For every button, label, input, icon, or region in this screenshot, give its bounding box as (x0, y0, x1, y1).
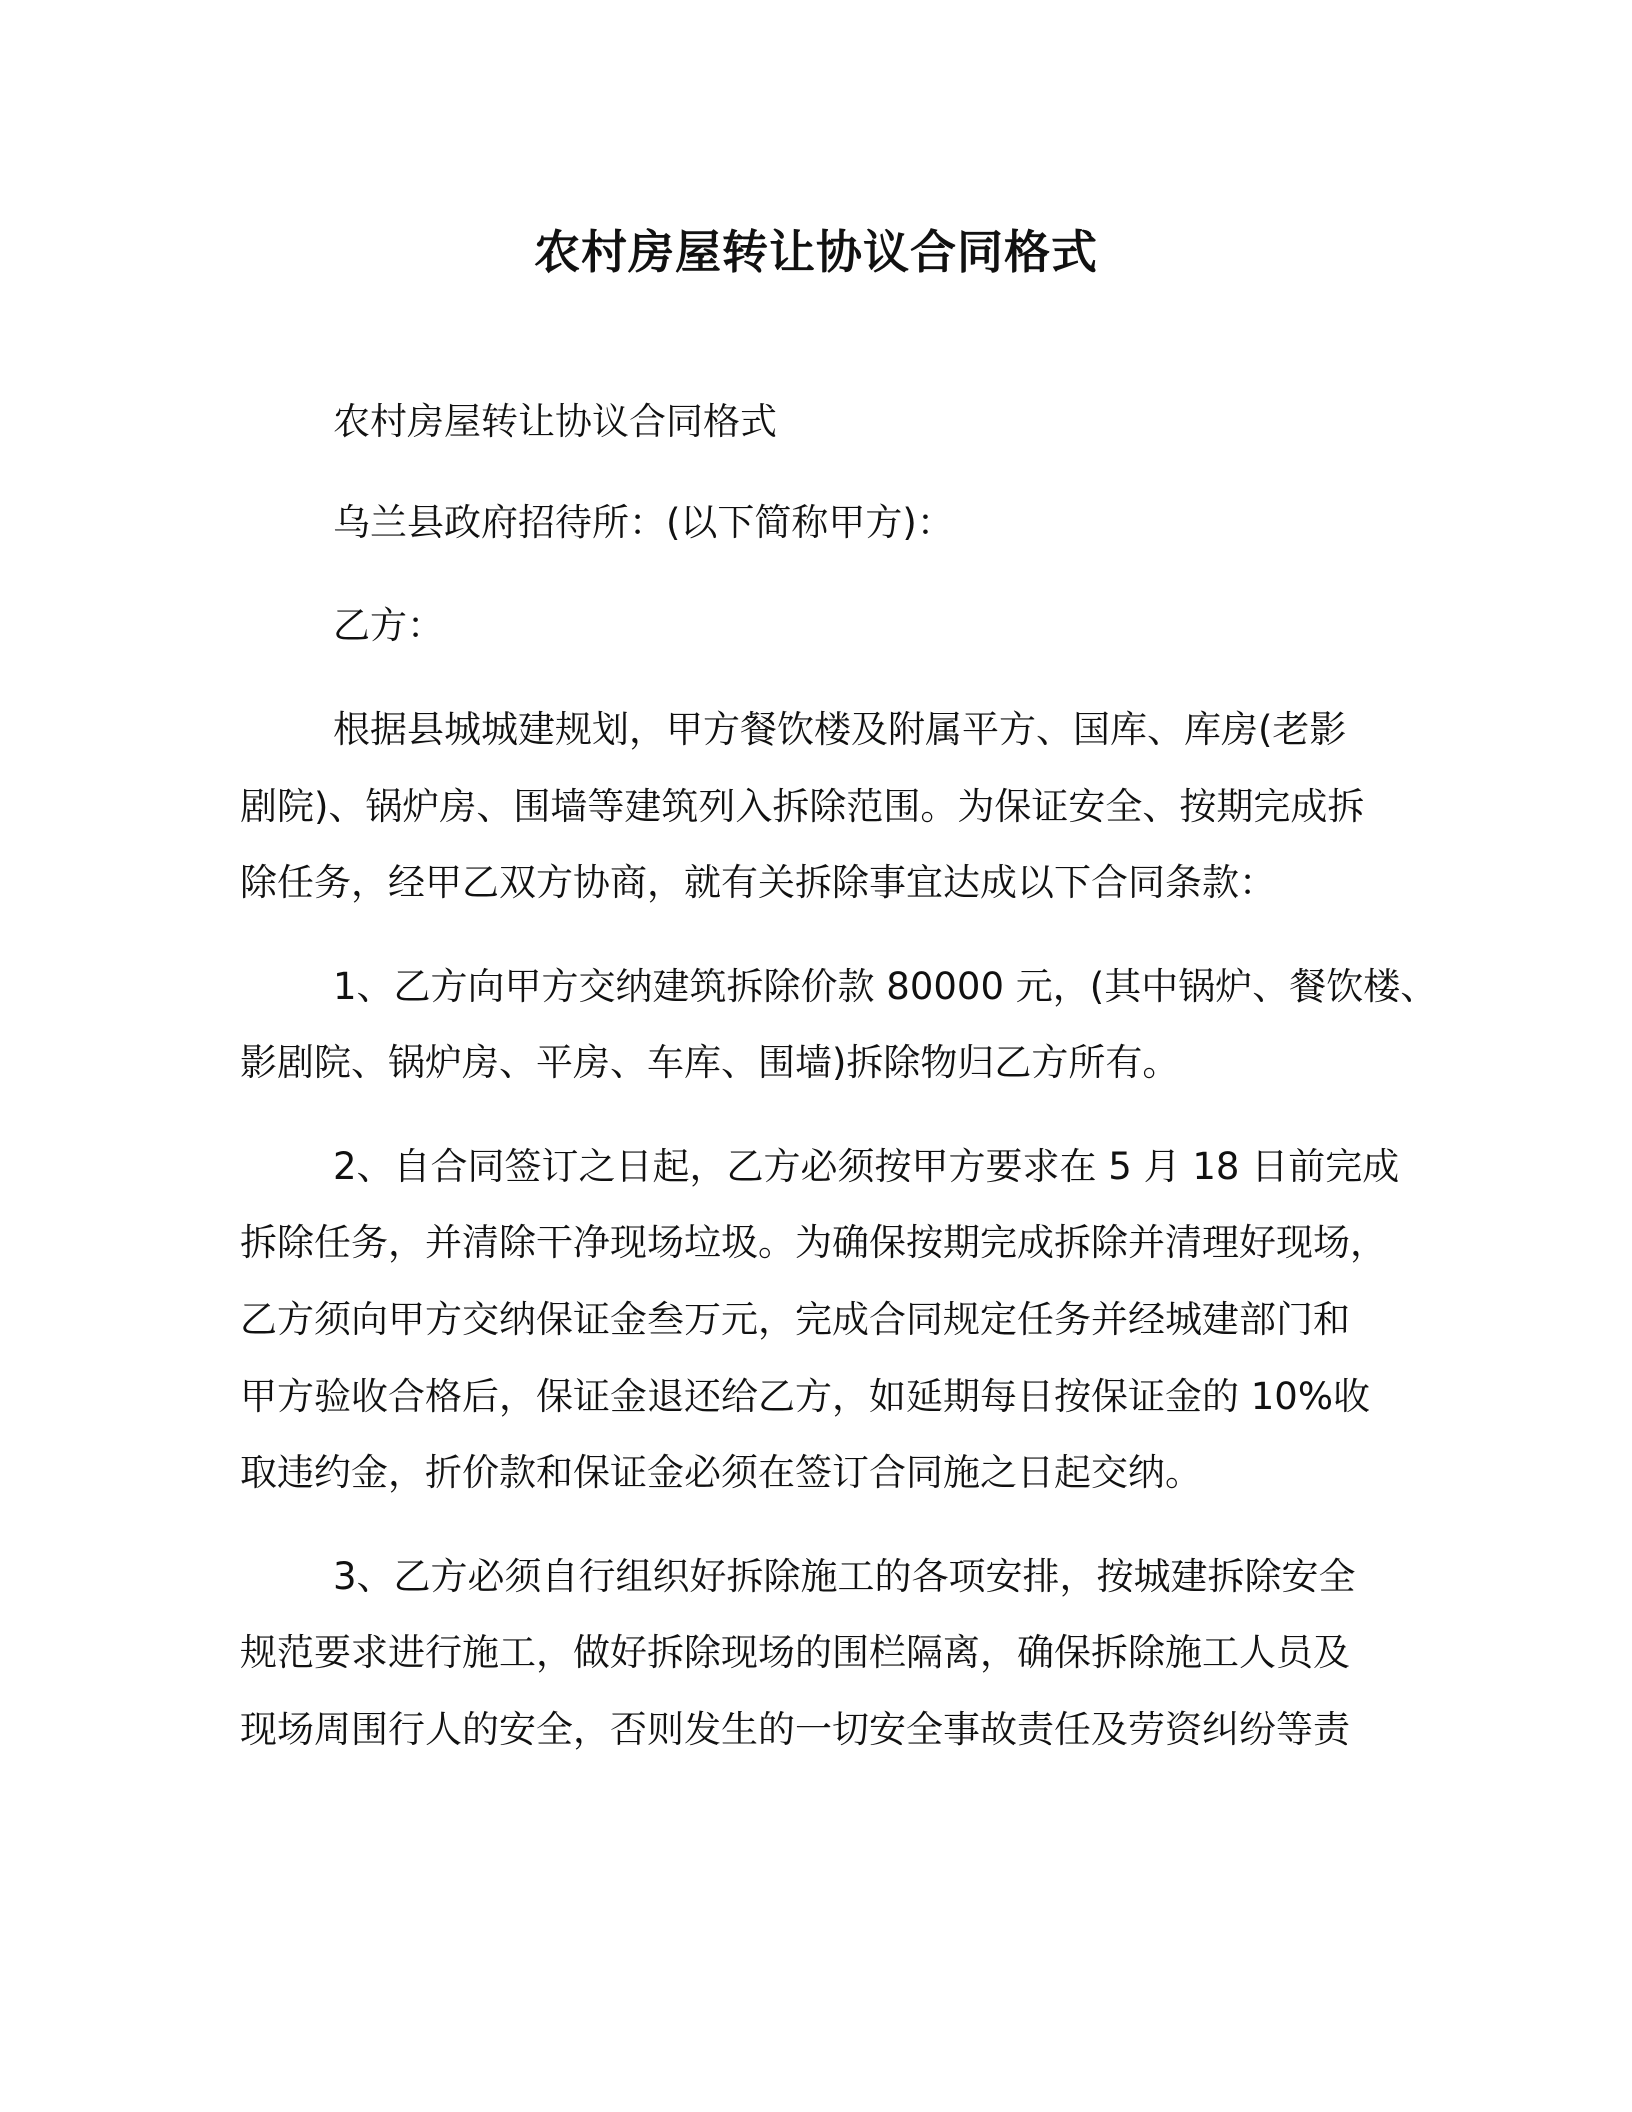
clause-1-line: 1、乙方向甲方交纳建筑拆除价款 80000 元，(其中锅炉、餐饮楼、 (333, 965, 1438, 1008)
clause-2-line: 取违约金，折价款和保证金必须在签订合同施之日起交纳。 (240, 1451, 1202, 1494)
intro-line: 剧院)、锅炉房、围墙等建筑列入拆除范围。为保证安全、按期完成拆 (240, 785, 1365, 828)
clause-3-line: 现场周围行人的安全，否则发生的一切安全事故责任及劳资纠纷等责 (240, 1708, 1350, 1751)
clause-1-line: 影剧院、锅炉房、平房、车库、围墙)拆除物归乙方所有。 (240, 1041, 1180, 1084)
intro-line: 除任务，经甲乙双方协商，就有关拆除事宜达成以下合同条款： (240, 861, 1276, 904)
clause-2-line: 乙方须向甲方交纳保证金叁万元，完成合同规定任务并经城建部门和 (240, 1298, 1350, 1341)
clause-2-line: 甲方验收合格后，保证金退还给乙方，如延期每日按保证金的 10%收 (240, 1375, 1370, 1418)
party-b-line: 乙方： (333, 604, 444, 647)
clause-3-line: 3、乙方必须自行组织好拆除施工的各项安排，按城建拆除安全 (333, 1555, 1356, 1598)
clause-2-line: 2、自合同签订之日起，乙方必须按甲方要求在 5 月 18 日前完成 (333, 1145, 1400, 1188)
clause-3-line: 规范要求进行施工，做好拆除现场的围栏隔离，确保拆除施工人员及 (240, 1631, 1350, 1674)
intro-line: 根据县城城建规划，甲方餐饮楼及附属平方、国库、库房(老影 (333, 708, 1347, 751)
clause-2-line: 拆除任务，并清除干净现场垃圾。为确保按期完成拆除并清理好现场， (240, 1221, 1387, 1264)
party-a-line: 乌兰县政府招待所：(以下简称甲方)： (333, 501, 954, 544)
document-title: 农村房屋转让协议合同格式 (534, 225, 1098, 279)
document-subtitle: 农村房屋转让协议合同格式 (333, 400, 777, 443)
